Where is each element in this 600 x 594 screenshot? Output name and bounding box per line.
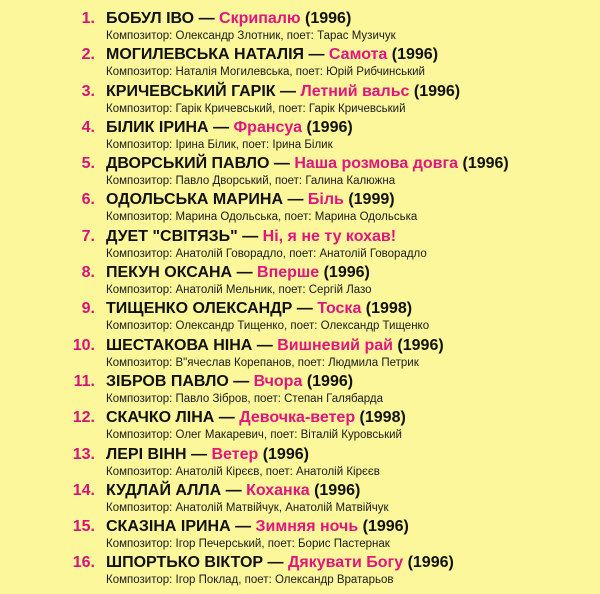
title-dash: — xyxy=(218,409,235,427)
track-year: (1996) xyxy=(362,518,409,536)
title-dash: — xyxy=(287,191,304,209)
track-item xyxy=(0,154,600,190)
track-year: (1996) xyxy=(413,82,461,100)
track-number: 10. xyxy=(72,336,95,354)
track-song: Франсуа xyxy=(233,118,302,136)
track-credits: Композитор: Анатолій Кірєєв, поет: Анатолій Кірєєв xyxy=(106,465,380,478)
track-song: Девочка-ветер xyxy=(239,409,356,427)
track-number: 15. xyxy=(72,518,95,536)
track-artist: ЛЕРІ ВІНН xyxy=(106,445,187,463)
track-credits: Композитор: Павло Зібров, поет: Степан Галябарда xyxy=(106,392,383,405)
track-title-line xyxy=(106,227,596,247)
track-artist: ШЕСТАКОВА НІНА xyxy=(106,336,253,354)
track-item xyxy=(0,445,600,481)
track-year: (1996) xyxy=(306,372,354,390)
track-title-line xyxy=(106,190,596,210)
track-artist: ОДОЛЬСЬКА МАРИНА xyxy=(106,191,283,209)
track-year: (1996) xyxy=(305,10,352,27)
track-song: Вчора xyxy=(253,372,303,390)
track-title-line xyxy=(106,553,596,573)
track-title-line xyxy=(106,9,596,29)
track-song: Самота xyxy=(328,46,388,64)
track-year: (1996) xyxy=(262,445,309,463)
track-artist: КРИЧЕВСЬКИЙ ГАРІК xyxy=(106,82,276,100)
title-dash: — xyxy=(242,227,259,245)
track-number: 8. xyxy=(81,264,95,282)
track-year: (1996) xyxy=(462,155,509,173)
track-number: 3. xyxy=(81,82,95,100)
track-number: 5. xyxy=(81,155,95,173)
track-credits: Композитор: Анатолій Мельник, поет: Сергій Лазо xyxy=(106,284,372,297)
title-dash: — xyxy=(267,554,284,572)
track-song: Дякувати Богу xyxy=(287,554,404,572)
track-title-line xyxy=(106,263,596,283)
track-title-line xyxy=(106,45,596,65)
track-title-line xyxy=(106,154,596,174)
track-title-line xyxy=(106,299,596,319)
track-item xyxy=(0,517,600,553)
track-artist: БІЛИК ІРИНА xyxy=(106,118,209,136)
track-title-line xyxy=(106,517,596,537)
track-year: (1996) xyxy=(314,481,361,499)
track-number: 12. xyxy=(72,409,95,427)
track-number: 7. xyxy=(81,227,95,245)
title-dash: — xyxy=(198,10,215,27)
track-credits: Композитор: Анатолій Говорадло, поет: Анатолій Говорадло xyxy=(106,247,427,260)
track-number: 9. xyxy=(81,300,95,318)
track-credits: Композитор: В"ячеслав Корепанов, поет: Людмила Петрик xyxy=(106,356,419,369)
track-number: 14. xyxy=(72,481,95,499)
track-item xyxy=(0,9,600,45)
track-item xyxy=(0,336,600,372)
track-credits: Композитор: Олег Макаревич, поет: Віталій Куровський xyxy=(106,429,402,442)
track-credits: Композитор: Ігор Поклад, поет: Олександр Вратарьов xyxy=(106,574,394,587)
track-year: (1998) xyxy=(359,409,406,427)
title-dash: — xyxy=(233,372,250,390)
track-artist: ТИЩЕНКО ОЛЕКСАНДР xyxy=(106,300,293,318)
track-artist: ШПОРТЬКО ВІКТОР xyxy=(106,554,264,572)
track-song: Ні, я не ту кохав! xyxy=(262,227,397,245)
track-number: 4. xyxy=(81,118,95,136)
track-item xyxy=(0,227,600,263)
track-item xyxy=(0,408,600,444)
track-number: 16. xyxy=(72,554,95,572)
track-year: (1998) xyxy=(365,300,413,318)
title-dash: — xyxy=(235,518,252,536)
title-dash: — xyxy=(191,445,208,463)
track-credits: Композитор: Павло Дворський, поет: Галина Калюжна xyxy=(106,175,396,188)
track-artist: СКАЗІНА ІРИНА xyxy=(106,518,231,536)
track-item xyxy=(0,263,600,299)
track-year: (1996) xyxy=(306,118,353,136)
track-number: 13. xyxy=(72,445,95,463)
title-dash: — xyxy=(280,82,297,100)
title-dash: — xyxy=(273,155,290,173)
track-credits: Композитор: Олександр Злотник, поет: Тарас Музичук xyxy=(106,30,396,42)
track-item xyxy=(0,299,600,335)
title-dash: — xyxy=(213,118,230,136)
track-credits: Композитор: Гарік Кричевський, поет: Гарік Кричевський xyxy=(106,102,406,115)
track-credits: Композитор: Ігор Печерський, поет: Борис Пастернак xyxy=(106,538,390,551)
track-song: Ветер xyxy=(211,445,259,463)
track-song: Зимняя ночь xyxy=(255,518,359,536)
track-credits: Композитор: Наталія Могилевська, поет: Юрій Рибчинський xyxy=(106,66,425,79)
track-number: 2. xyxy=(81,46,95,64)
track-song: Вперше xyxy=(257,264,320,282)
track-title-line xyxy=(106,118,596,138)
track-number: 11. xyxy=(73,372,95,390)
track-title-line xyxy=(106,336,596,356)
track-list xyxy=(0,9,600,590)
track-song: Наша розмова довга xyxy=(294,155,459,173)
track-year: (1996) xyxy=(407,554,454,572)
title-dash: — xyxy=(308,46,325,64)
track-artist: ПЕКУН ОКСАНА xyxy=(106,264,233,282)
track-year: (1996) xyxy=(323,264,370,282)
track-song: Вишневий рай xyxy=(277,336,393,354)
track-song: Біль xyxy=(307,191,344,209)
track-credits: Композитор: Ірина Білик, поет: Ірина Білик xyxy=(106,138,333,151)
track-artist: БОБУЛ ІВО xyxy=(106,10,195,27)
track-title-line xyxy=(106,408,596,428)
track-title-line xyxy=(106,82,596,102)
title-dash: — xyxy=(236,264,253,282)
track-artist: ЗІБРОВ ПАВЛО xyxy=(106,372,229,390)
track-title-line xyxy=(106,445,596,465)
track-artist: СКАЧКО ЛІНА xyxy=(106,409,215,427)
track-item xyxy=(0,481,600,517)
track-year: (1996) xyxy=(391,46,439,64)
track-credits: Композитор: Анатолій Матвійчук, Анатолій Матвійчук xyxy=(106,501,389,514)
track-credits: Композитор: Олександр Тищенко, поет: Олександр Тищенко xyxy=(106,320,430,333)
track-credits: Композитор: Марина Одольська, поет: Марина Одольська xyxy=(106,211,418,224)
track-title-line xyxy=(106,372,596,392)
track-artist: ДВОРСЬКИЙ ПАВЛО xyxy=(106,155,270,173)
track-title-line xyxy=(106,481,596,501)
track-year: (1996) xyxy=(397,336,444,354)
track-year: (1999) xyxy=(348,191,395,209)
track-item xyxy=(0,82,600,118)
track-song: Скрипалю xyxy=(219,10,301,27)
track-item xyxy=(0,372,600,408)
track-artist: ДУЕТ "СВІТЯЗЬ" xyxy=(106,227,238,245)
track-item xyxy=(0,45,600,81)
track-song: Тоска xyxy=(317,300,362,318)
track-artist: МОГИЛЕВСЬКА НАТАЛІЯ xyxy=(106,46,305,64)
track-item xyxy=(0,118,600,154)
track-song: Летний вальс xyxy=(300,82,410,100)
title-dash: — xyxy=(256,336,273,354)
title-dash: — xyxy=(296,300,313,318)
track-artist: КУДЛАЙ АЛЛА xyxy=(106,481,222,499)
track-number: 1. xyxy=(81,10,95,27)
track-item xyxy=(0,190,600,226)
track-number: 6. xyxy=(81,191,95,209)
track-item xyxy=(0,553,600,589)
title-dash: — xyxy=(225,481,242,499)
track-song: Коханка xyxy=(246,481,310,499)
